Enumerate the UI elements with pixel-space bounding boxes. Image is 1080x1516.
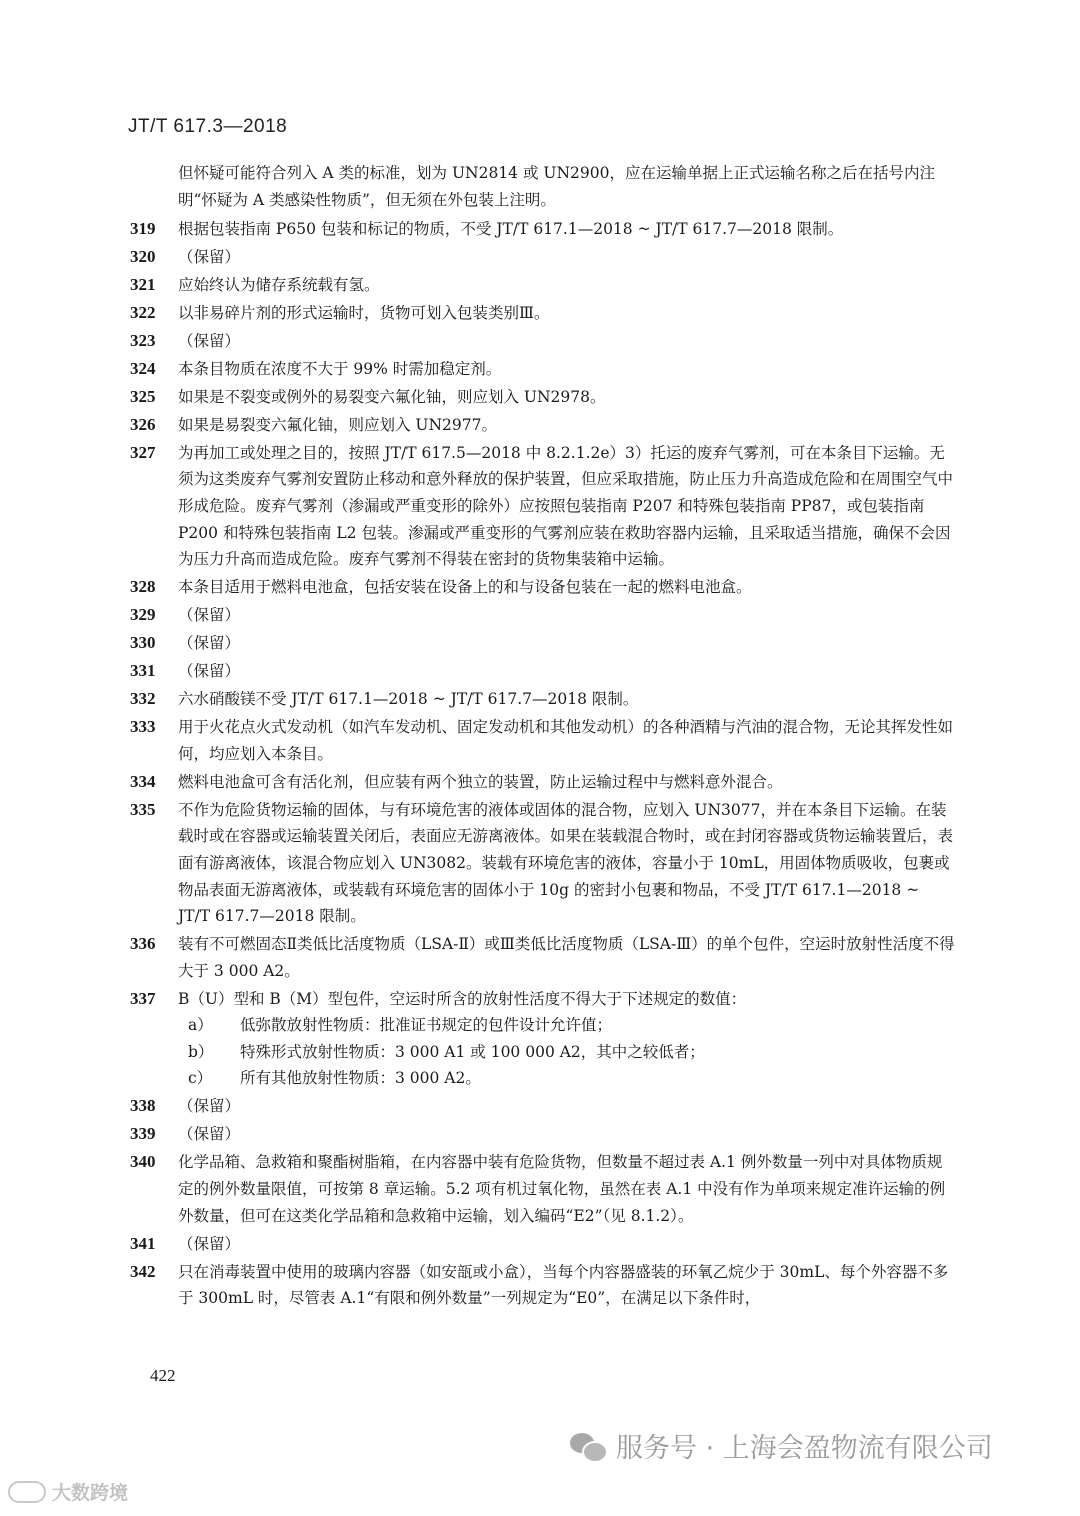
brand-logo-icon bbox=[8, 1481, 46, 1503]
provision-number: 326 bbox=[130, 414, 156, 434]
watermark-brand bbox=[8, 1478, 128, 1505]
list-item bbox=[130, 986, 955, 1092]
provision-number: 330 bbox=[130, 633, 156, 653]
sub-item-text: 低弥散放射性物质：批准证书规定的包件设计允许值； bbox=[240, 1016, 613, 1035]
list-item bbox=[130, 769, 955, 796]
provision-text: 燃料电池盒可含有活化剂，但应装有两个独立的装置，防止运输过程中与燃料意外混合。 bbox=[178, 772, 783, 791]
provision-number: 333 bbox=[130, 717, 156, 737]
provision-text: 化学品箱、急救箱和聚酯树脂箱，在内容器中装有危险货物，但数量不超过表 A.1 例外数量一列中对具体物质规定的例外数量限值，可按第 8 章运输。5.2 项有机过氧化物，虽然在表 A.1 中没有作为单项来规定准许运输的例外数量，但可在这类化学品箱和急救箱中运输，划入编码“E2”（见 8.1.2）。 bbox=[178, 1153, 946, 1225]
list-item bbox=[130, 300, 955, 327]
watermark-account bbox=[570, 1426, 993, 1465]
sub-item bbox=[188, 1065, 955, 1092]
list-item bbox=[130, 686, 955, 713]
provision-text: 装有不可燃固态Ⅱ类低比活度物质（LSA-Ⅱ）或Ⅲ类低比活度物质（LSA-Ⅲ）的单个包件，空运时放射性活度不得大于 3 000 A2。 bbox=[178, 935, 955, 980]
provision-number: 320 bbox=[130, 246, 156, 266]
provision-number: 323 bbox=[130, 330, 156, 350]
list-item bbox=[130, 1259, 955, 1312]
list-item bbox=[130, 244, 955, 271]
provision-text: （保留） bbox=[178, 1234, 241, 1253]
provision-list bbox=[130, 216, 955, 1313]
provision-number: 337 bbox=[130, 988, 156, 1008]
sub-item-label: b） bbox=[188, 1042, 214, 1061]
provision-number: 341 bbox=[130, 1233, 156, 1253]
watermark-account-text: 服务号 · 上海会盈物流有限公司 bbox=[616, 1433, 993, 1464]
list-item bbox=[130, 384, 955, 411]
provision-text: 本条目适用于燃料电池盒，包括安装在设备上的和与设备包装在一起的燃料电池盒。 bbox=[178, 578, 752, 597]
watermark-brand-text: 大数跨境 bbox=[52, 1482, 129, 1504]
continuation-paragraph: 但怀疑可能符合列入 A 类的标准，划为 UN2814 或 UN2900，应在运输单据上正式运输名称之后在括号内注明“怀疑为 A 类感染性物质”，但无须在外包装上注明。 bbox=[178, 164, 935, 209]
provision-text: 根据包装指南 P650 包装和标记的物质，不受 JT/T 617.1—2018 ~ JT/T 617.7—2018 限制。 bbox=[178, 220, 844, 238]
provision-number: 324 bbox=[130, 358, 156, 378]
list-item bbox=[130, 1231, 955, 1258]
list-item bbox=[130, 714, 955, 767]
provision-number: 329 bbox=[130, 605, 156, 625]
provision-text: （保留） bbox=[178, 1097, 241, 1116]
provision-text: 如果是易裂变六氟化铀，则应划入 UN2977。 bbox=[178, 415, 497, 434]
list-item bbox=[130, 1149, 955, 1229]
provision-text: 为再加工或处理之目的，按照 JT/T 617.5—2018 中 8.2.1.2e）3）托运的废弃气雾剂，可在本条目下运输。无须为这类废弃气雾剂安置防止移动和意外释放的保护装置，但应采取措施，防止压力升高造成危险和在周围空气中形成危险。废弃气雾剂（渗漏或严重变形的除外）应按照包装指南 P207 和特殊包装指南 PP87，或包装指南 P200 和特殊包装指南 L2 包装。渗漏或严重变形的气雾剂应装在救助容器内运输，且采取适当措施，确保不会因为压力升高而造成危险。废弃气雾剂不得装在密封的货物集装箱中运输。 bbox=[178, 443, 954, 569]
provision-number: 321 bbox=[130, 274, 156, 294]
provision-number: 334 bbox=[130, 771, 156, 791]
provision-text: 本条目物质在浓度不大于 99% 时需加稳定剂。 bbox=[178, 359, 502, 378]
wechat-icon bbox=[570, 1431, 608, 1461]
list-item bbox=[130, 356, 955, 383]
list-item bbox=[130, 1121, 955, 1148]
sub-item-label: a） bbox=[188, 1016, 213, 1035]
provision-number: 332 bbox=[130, 689, 156, 709]
list-item bbox=[130, 797, 955, 930]
provision-number: 319 bbox=[130, 219, 156, 238]
list-item bbox=[130, 574, 955, 601]
provision-number: 338 bbox=[130, 1096, 156, 1116]
provision-text: 不作为危险货物运输的固体，与有环境危害的液体或固体的混合物，应划入 UN3077，并在本条目下运输。在装载时或在容器或运输装置关闭后，表面应无游离液体。如果在装载混合物时，或在封闭容器或货物运输装置后，表面有游离液体，该混合物应划入 UN3082。装载有环境危害的液体，容量小于 10mL，用固体物质吸收，包裹或物品表面无游离液体，或装载有环境危害的固体小于 10g 的密封小包裹和物品，不受 JT/T 617.1—2018 ~ JT/T 617.7—2018 限制。 bbox=[178, 800, 954, 926]
provision-number: 339 bbox=[130, 1124, 156, 1144]
provision-text: 以非易碎片剂的形式运输时，货物可划入包装类别Ⅲ。 bbox=[178, 303, 550, 322]
sub-item-text: 所有其他放射性物质：3 000 A2。 bbox=[240, 1069, 481, 1088]
list-item bbox=[130, 658, 955, 685]
provision-text: 应始终认为储存系统载有氢。 bbox=[178, 275, 380, 294]
list-item bbox=[130, 1093, 955, 1120]
provision-number: 325 bbox=[130, 386, 156, 406]
provision-number: 335 bbox=[130, 799, 156, 819]
sub-item bbox=[188, 1039, 955, 1066]
provision-text: 如果是不裂变或例外的易裂变六氟化铀，则应划入 UN2978。 bbox=[178, 387, 606, 406]
list-item bbox=[130, 328, 955, 355]
sub-item bbox=[188, 1012, 955, 1039]
provision-text: 六水硝酸镁不受 JT/T 617.1—2018 ~ JT/T 617.7—2018 限制。 bbox=[178, 690, 639, 709]
provision-number: 327 bbox=[130, 442, 156, 462]
provision-text: （保留） bbox=[178, 606, 241, 625]
list-item bbox=[130, 412, 955, 439]
provision-number: 336 bbox=[130, 934, 156, 954]
page-number: 422 bbox=[150, 1366, 176, 1385]
provision-text: （保留） bbox=[178, 331, 241, 350]
provision-number: 340 bbox=[130, 1152, 156, 1172]
provision-text: B（U）型和 B（M）型包件，空运时所含的放射性活度不得大于下述规定的数值： bbox=[178, 989, 747, 1008]
provision-text: （保留） bbox=[178, 247, 241, 266]
provision-text: （保留） bbox=[178, 1125, 241, 1144]
provision-number: 328 bbox=[130, 577, 156, 597]
provision-text: （保留） bbox=[178, 634, 241, 653]
list-item bbox=[130, 602, 955, 629]
provision-text: 只在消毒装置中使用的玻璃内容器（如安瓿或小盒），当每个内容器盛装的环氧乙烷少于 30mL、每个外容器不多于 300mL 时，尽管表 A.1“有限和例外数量”一列规定为“E0”，在满足以下条件时， bbox=[178, 1262, 949, 1308]
list-item bbox=[130, 216, 955, 243]
provision-number: 331 bbox=[130, 661, 156, 681]
list-item bbox=[130, 272, 955, 299]
provision-text: （保留） bbox=[178, 662, 241, 681]
document-header: JT/T 617.3—2018 bbox=[128, 116, 288, 137]
sub-item-text: 特殊形式放射性物质：3 000 A1 或 100 000 A2，其中之较低者； bbox=[240, 1042, 705, 1061]
provision-text: 用于火花点火式发动机（如汽车发动机、固定发动机和其他发动机）的各种酒精与汽油的混合物，无论其挥发性如何，均应划入本条目。 bbox=[178, 718, 954, 763]
sub-item-label: c） bbox=[188, 1069, 213, 1088]
provision-number: 322 bbox=[130, 302, 156, 322]
list-item bbox=[130, 630, 955, 657]
list-item bbox=[130, 440, 955, 573]
list-item bbox=[130, 931, 955, 984]
provision-number: 342 bbox=[130, 1261, 156, 1281]
